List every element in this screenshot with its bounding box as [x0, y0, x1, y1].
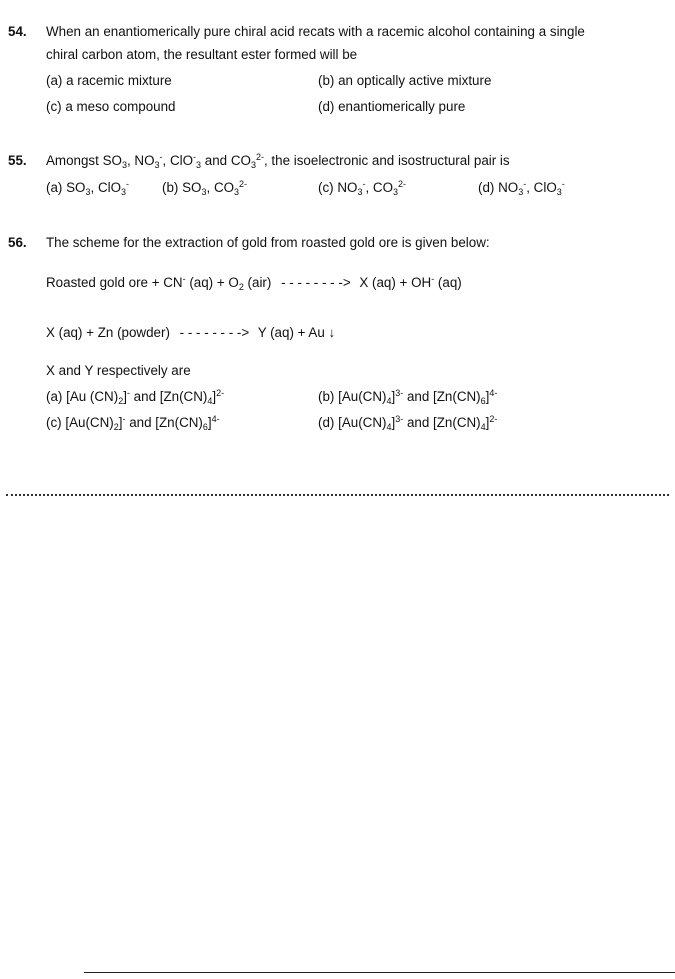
question-number: 54.: [8, 24, 27, 39]
section-divider: [6, 494, 669, 496]
option-b: (b) $[Au(CN)_4]^{3-}$ and $[Zn(CN)_6]^{4-}$: [318, 388, 498, 406]
equation-2: X (aq) + Zn (powder) - - - - - - - -> Y (aq) + Au ↓: [46, 325, 336, 340]
formula-co3: $CO_3^{2-}$: [230, 152, 264, 170]
equation-1: Roasted gold ore + CN- $(aq) + O_2$ (air) - - - - - - - -> X (aq) + OH- (aq): [46, 274, 462, 292]
reaction-arrow-icon: - - - - - - - ->: [179, 325, 249, 340]
formula-so3: $SO_3$: [102, 153, 127, 170]
option-d: (d) $[Au(CN)_4]^{3-}$ and $[Zn(CN)_4]^{2-}$: [318, 414, 498, 432]
question-text: Amongst $SO_3$, $NO_3^-$, ClO-$_3$ and $CO_3^{2-}$, the isoelectronic and isostructural pair is: [46, 152, 510, 170]
option-a: (a) a racemic mixture: [46, 73, 172, 88]
question-text-line-1: When an enantiomerically pure chiral acid recats with a racemic alcohol containing a single: [46, 24, 585, 39]
formula-no3: $NO_3^-$: [134, 152, 163, 170]
option-b: (b) an optically active mixture: [318, 73, 492, 88]
precipitate-arrow-icon: ↓: [328, 325, 336, 340]
formula-clo3: ClO-$_3$: [169, 152, 202, 170]
question-number: 55.: [8, 153, 27, 168]
question-number: 56.: [8, 235, 27, 250]
option-a: (a) [Au $(CN)_2]^-$ and $[Zn(CN)_4]^{2-}$: [46, 388, 225, 406]
footer-rule: [84, 972, 675, 973]
option-a: (a) $SO_3$, ClO$_3$-: [46, 179, 130, 197]
option-c: (c) $NO_3^-$, $CO_3^{2-}$: [318, 179, 407, 197]
question-text-line-2: chiral carbon atom, the resultant ester formed will be: [46, 47, 358, 62]
reaction-arrow-icon: - - - - - - - ->: [281, 275, 350, 290]
option-d: (d) enantiomerically pure: [318, 99, 466, 114]
option-b: (b) $SO_3$, $CO_3^{2-}$: [162, 179, 248, 197]
sub-question: X and Y respectively are: [46, 363, 191, 378]
option-c: (c) $[Au(CN)_2]^-$ and $[Zn(CN)_6]^{4-}$: [46, 414, 220, 432]
option-d: (d) $NO_3^-$, ClO$_3$-: [478, 179, 565, 197]
question-text: The scheme for the extraction of gold from roasted gold ore is given below:: [46, 235, 490, 250]
option-c: (c) a meso compound: [46, 99, 176, 114]
